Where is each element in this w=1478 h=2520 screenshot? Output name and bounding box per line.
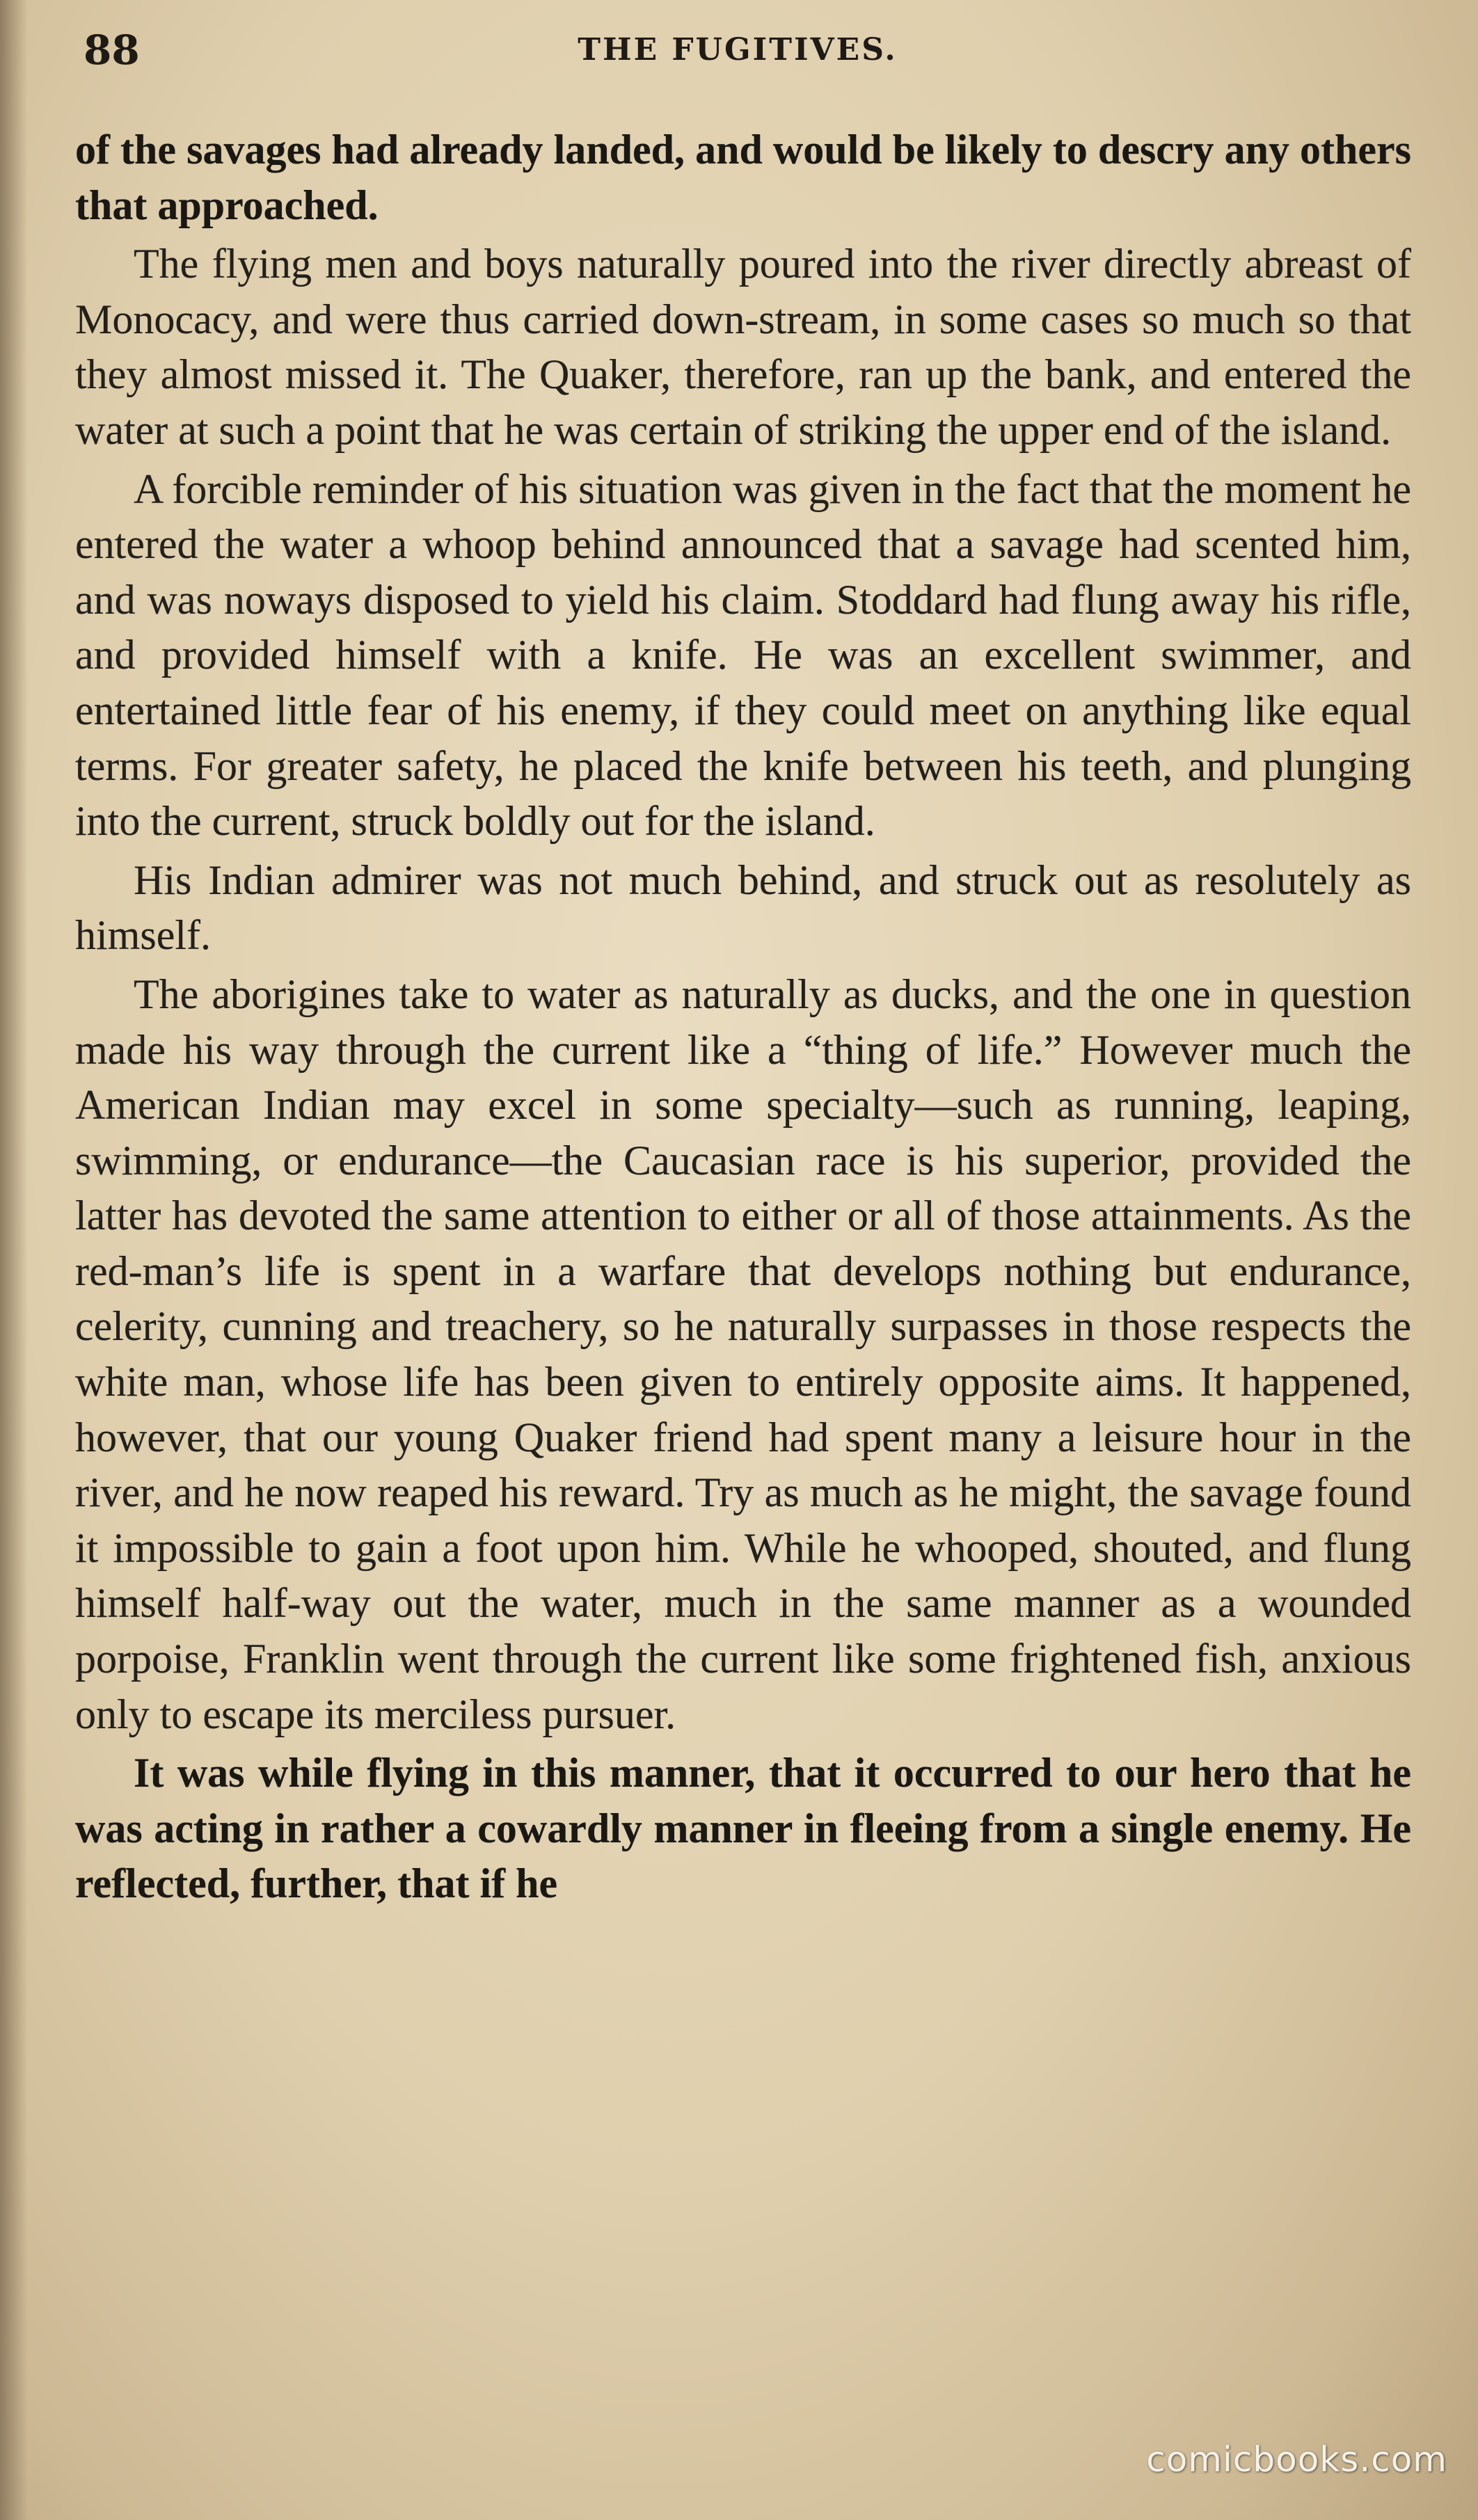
- body-text: [75, 122, 1411, 1912]
- paragraph: The flying men and boys naturally poured into the river directly abreast of Monocacy, and were thus carried down-stream, in some cases so much so that they almost missed it. The Quaker, therefore, ran up the bank, and entered the water at such a point that he was certain of striking the upper end of the island.: [75, 241, 1411, 453]
- paragraph: His Indian admirer was not much behind, and struck out as resolutely as himself.: [75, 856, 1411, 959]
- watermark: comicbooks.com: [1146, 2439, 1447, 2480]
- paragraph: of the savages had already landed, and would be likely to descry any others that approached.: [75, 127, 1411, 228]
- running-head: THE FUGITIVES.: [578, 32, 898, 67]
- paragraph: The aborigines take to water as naturally as ducks, and the one in question made his way through the current like a “thing of life.” However much the American Indian may excel in some specialty—such as running, leaping, swimming, or endurance—the Caucasian race is his superior, provided the latter has devoted the same attention to either or all of those attainments. As the red-man’s life is spent in a warfare that develops nothing but endurance, celerity, cunning and treachery, so he naturally surpasses in those respects the white man, whose life has been given to entirely opposite aims. It happened, however, that our young Quaker friend had spent many a leisure hour in the river, and he now reaped his reward. Try as much as he might, the savage found it impossible to gain a foot upon him. While he whooped, shouted, and flung himself half-way out the water, much in the same manner as a wounded porpoise, Franklin went through the current like some frightened fish, anxious only to escape its merciless pursuer.: [75, 971, 1411, 1737]
- paragraph: It was while flying in this manner, that it occurred to our hero that he was acting in rather a cowardly manner in fleeing from a single enemy. He reflected, further, that if he: [75, 1750, 1411, 1907]
- page-edge-shadow: [0, 0, 28, 2520]
- paragraph: A forcible reminder of his situation was given in the fact that the moment he entered the water a whoop behind announced that a savage had scented him, and was noways disposed to yield his claim. Stoddard had flung away his rifle, and provided himself with a knife. He was an excellent swimmer, and entertained little fear of his enemy, if they could meet on anything like equal terms. For greater safety, he placed the knife between his teeth, and plunging into the current, struck boldly out for the island.: [75, 465, 1411, 845]
- page-number: 88: [84, 26, 140, 74]
- page-header: [84, 26, 1392, 89]
